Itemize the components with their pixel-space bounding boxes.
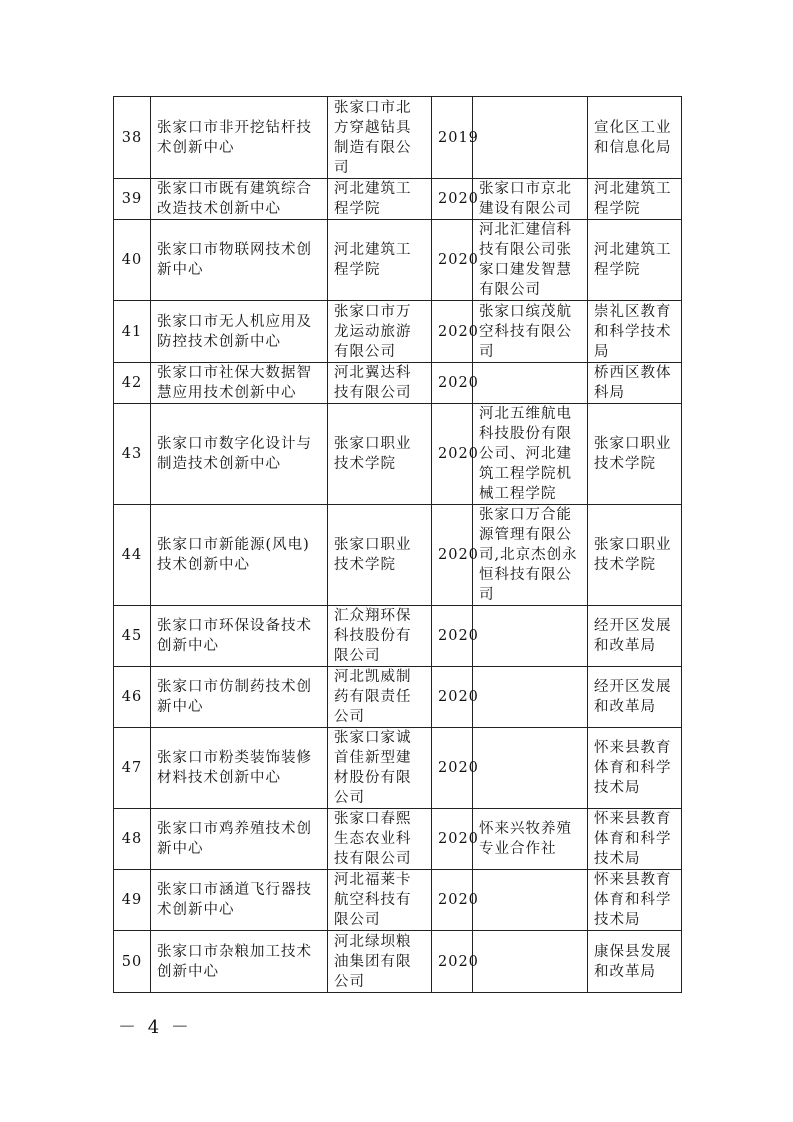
approval-year: 2019 <box>432 97 473 179</box>
supervising-department: 经开区发展和改革局 <box>588 606 682 667</box>
table-row <box>114 404 682 505</box>
supervising-department: 桥西区教体科局 <box>588 363 682 404</box>
page-number: － 4 － <box>118 1017 192 1038</box>
table-row <box>114 809 682 870</box>
center-name: 张家口市物联网技术创新中心 <box>151 220 328 301</box>
row-number: 38 <box>114 97 151 179</box>
supervising-department: 宣化区工业和信息化局 <box>588 97 682 179</box>
center-name: 张家口市新能源(风电)技术创新中心 <box>151 505 328 606</box>
lead-organization: 张家口市万龙运动旅游有限公司 <box>328 301 432 363</box>
approval-year: 2020 <box>432 179 473 220</box>
partner-organization: 张家口万合能源管理有限公司,北京杰创永恒科技有限公司 <box>473 505 588 606</box>
approval-year: 2020 <box>432 931 473 993</box>
approval-year: 2020 <box>432 667 473 728</box>
supervising-department: 怀来县教育体育和科学技术局 <box>588 870 682 931</box>
row-number: 49 <box>114 870 151 931</box>
partner-organization: 张家口市京北建设有限公司 <box>473 179 588 220</box>
approval-year: 2020 <box>432 870 473 931</box>
row-number: 43 <box>114 404 151 505</box>
partner-organization <box>473 728 588 809</box>
row-number: 48 <box>114 809 151 870</box>
center-name: 张家口市杂粮加工技术创新中心 <box>151 931 328 993</box>
row-number: 42 <box>114 363 151 404</box>
center-name: 张家口市粉类装饰装修材料技术创新中心 <box>151 728 328 809</box>
row-number: 45 <box>114 606 151 667</box>
center-name: 张家口市既有建筑综合改造技术创新中心 <box>151 179 328 220</box>
supervising-department: 怀来县教育体育和科学技术局 <box>588 728 682 809</box>
table-body <box>114 97 682 993</box>
approval-year: 2020 <box>432 404 473 505</box>
partner-organization <box>473 667 588 728</box>
table-row <box>114 505 682 606</box>
supervising-department: 崇礼区教育和科学技术局 <box>588 301 682 363</box>
lead-organization: 张家口市北方穿越钻具制造有限公司 <box>328 97 432 179</box>
supervising-department: 张家口职业技术学院 <box>588 505 682 606</box>
row-number: 47 <box>114 728 151 809</box>
row-number: 40 <box>114 220 151 301</box>
lead-organization: 张家口家诚首佳新型建材股份有限公司 <box>328 728 432 809</box>
lead-organization: 张家口职业技术学院 <box>328 404 432 505</box>
lead-organization: 河北绿坝粮油集团有限公司 <box>328 931 432 993</box>
center-name: 张家口市无人机应用及防控技术创新中心 <box>151 301 328 363</box>
approval-year: 2020 <box>432 505 473 606</box>
center-name: 张家口市环保设备技术创新中心 <box>151 606 328 667</box>
row-number: 39 <box>114 179 151 220</box>
partner-organization <box>473 931 588 993</box>
approval-year: 2020 <box>432 363 473 404</box>
lead-organization: 汇众翔环保科技股份有限公司 <box>328 606 432 667</box>
partner-organization: 张家口缤茂航空科技有限公司 <box>473 301 588 363</box>
supervising-department: 河北建筑工程学院 <box>588 220 682 301</box>
row-number: 46 <box>114 667 151 728</box>
row-number: 41 <box>114 301 151 363</box>
approval-year: 2020 <box>432 301 473 363</box>
lead-organization: 河北建筑工程学院 <box>328 179 432 220</box>
table-row <box>114 363 682 404</box>
table-row <box>114 301 682 363</box>
approval-year: 2020 <box>432 220 473 301</box>
center-name: 张家口市非开挖钻杆技术创新中心 <box>151 97 328 179</box>
supervising-department: 康保县发展和改革局 <box>588 931 682 993</box>
table-row <box>114 220 682 301</box>
partner-organization <box>473 606 588 667</box>
partner-organization: 河北五维航电科技股份有限公司、河北建筑工程学院机械工程学院 <box>473 404 588 505</box>
center-name: 张家口市涵道飞行器技术创新中心 <box>151 870 328 931</box>
lead-organization: 河北凯威制药有限责任公司 <box>328 667 432 728</box>
supervising-department: 张家口职业技术学院 <box>588 404 682 505</box>
approval-year: 2020 <box>432 728 473 809</box>
table-row <box>114 931 682 993</box>
table-row <box>114 728 682 809</box>
center-name: 张家口市数字化设计与制造技术创新中心 <box>151 404 328 505</box>
table-row <box>114 97 682 179</box>
partner-organization <box>473 870 588 931</box>
supervising-department: 怀来县教育体育和科学技术局 <box>588 809 682 870</box>
partner-organization: 怀来兴牧养殖专业合作社 <box>473 809 588 870</box>
lead-organization: 河北翼达科技有限公司 <box>328 363 432 404</box>
row-number: 50 <box>114 931 151 993</box>
innovation-center-table <box>113 96 682 993</box>
supervising-department: 经开区发展和改革局 <box>588 667 682 728</box>
table-row <box>114 667 682 728</box>
center-name: 张家口市鸡养殖技术创新中心 <box>151 809 328 870</box>
lead-organization: 张家口职业技术学院 <box>328 505 432 606</box>
partner-organization <box>473 97 588 179</box>
partner-organization <box>473 363 588 404</box>
table-row <box>114 870 682 931</box>
table-row <box>114 606 682 667</box>
lead-organization: 河北建筑工程学院 <box>328 220 432 301</box>
lead-organization: 张家口春熙生态农业科技有限公司 <box>328 809 432 870</box>
approval-year: 2020 <box>432 809 473 870</box>
supervising-department: 河北建筑工程学院 <box>588 179 682 220</box>
center-name: 张家口市仿制药技术创新中心 <box>151 667 328 728</box>
center-name: 张家口市社保大数据智慧应用技术创新中心 <box>151 363 328 404</box>
row-number: 44 <box>114 505 151 606</box>
approval-year: 2020 <box>432 606 473 667</box>
table-row <box>114 179 682 220</box>
partner-organization: 河北汇建信科技有限公司张家口建发智慧有限公司 <box>473 220 588 301</box>
lead-organization: 河北福莱卡航空科技有限公司 <box>328 870 432 931</box>
